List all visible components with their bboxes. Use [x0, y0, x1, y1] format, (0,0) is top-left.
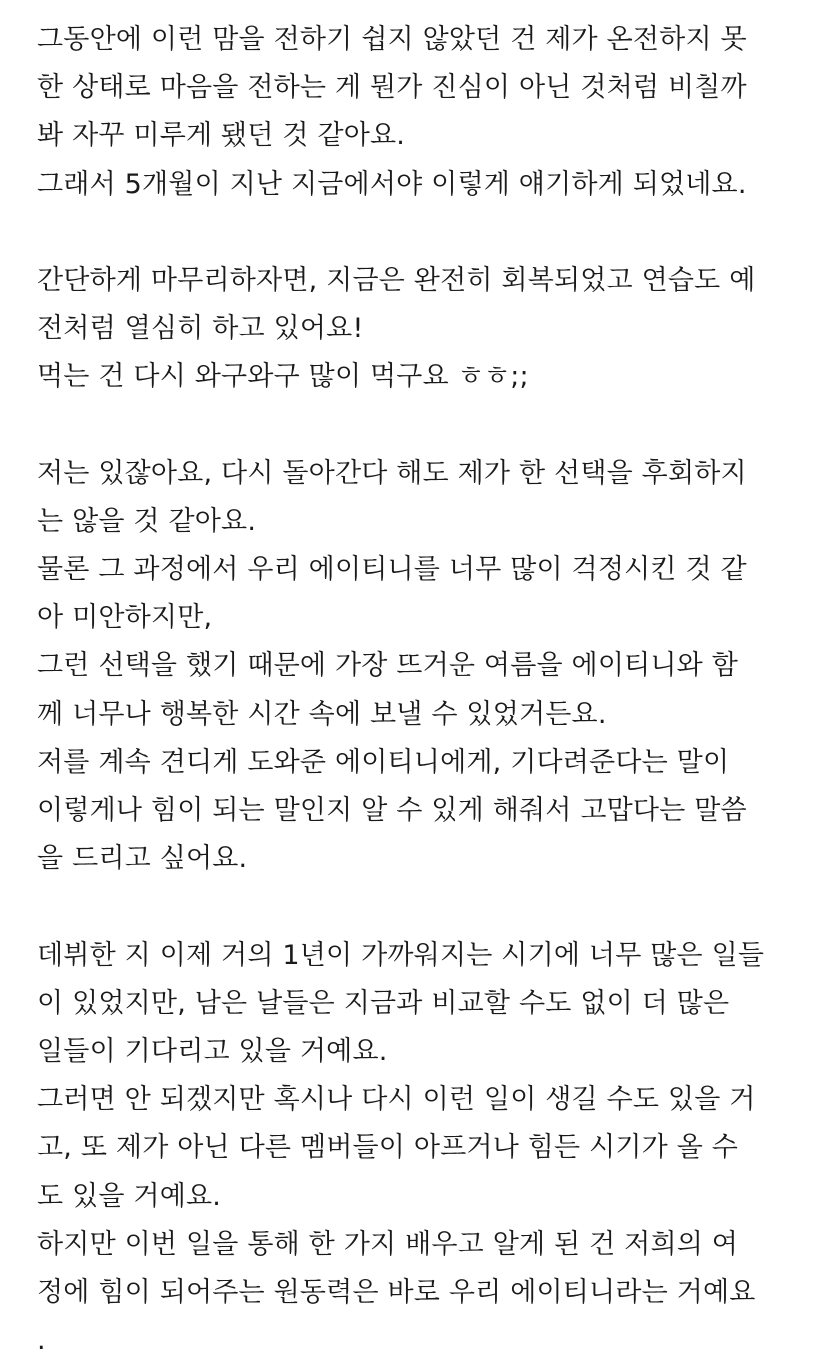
text-line: 이렇게나 힘이 되는 말인지 알 수 있게 해줘서 고맙다는 말씀 — [37, 795, 747, 826]
paragraph-break — [37, 883, 817, 931]
text-line: 이 있었지만, 남은 날들은 지금과 비교할 수도 없이 더 많은 — [37, 987, 730, 1019]
text-line: 저를 계속 견디게 도와준 에이티니에게, 기다려준다는 말이 — [37, 746, 730, 778]
text-line: 물론 그 과정에서 우리 에이티니를 너무 많이 걱정시킨 것 같 — [37, 554, 747, 586]
text-line: 아 미안하지만, — [37, 602, 213, 634]
text-line: 봐 자꾸 미루게 됐던 것 같아요. — [37, 120, 406, 152]
text-line: 그래서 5개월이 지난 지금에서야 이렇게 얘기하게 되었네요. — [37, 168, 747, 200]
text-line: 는 않을 것 같아요. — [37, 505, 257, 537]
text-line: 정에 힘이 되어주는 원동력은 바로 우리 에이티니라는 거예요 — [37, 1276, 756, 1308]
text-line: 그런 선택을 했기 때문에 가장 뜨거운 여름을 에이티니와 함 — [37, 650, 739, 682]
text-line: 고, 또 제가 아닌 다른 멤버들이 아프거나 힘든 시기가 올 수 — [37, 1132, 739, 1164]
paragraph-break — [37, 209, 817, 257]
text-line: 저는 있잖아요, 다시 돌아간다 해도 제가 한 선택을 후회하지 — [37, 457, 747, 489]
text-line: 한 상태로 마음을 전하는 게 뭔가 진심이 아닌 것처럼 비칠까 — [37, 72, 747, 104]
text-line: 하지만 이번 일을 통해 한 가지 배우고 알게 된 건 저희의 여 — [37, 1228, 739, 1260]
text-line: 데뷔한 지 이제 거의 1년이 가까워지는 시기에 너무 많은 일들 — [37, 939, 765, 971]
text-line: 일들이 기다리고 있을 거예요. — [37, 1035, 388, 1067]
text-line: 먹는 건 다시 와구와구 많이 먹구요 ㅎㅎ;; — [37, 361, 529, 393]
paragraph-break — [37, 402, 817, 450]
text-line: 간단하게 마무리하자면, 지금은 완전히 회복되었고 연습도 예 — [37, 264, 756, 296]
text-line: 그동안에 이런 맘을 전하기 쉽지 않았던 건 제가 온전하지 못 — [37, 24, 747, 55]
text-line: 전처럼 열심히 하고 있어요! — [37, 313, 364, 345]
text-line: 께 너무나 행복한 시간 속에 보낼 수 있었거든요. — [37, 698, 607, 730]
text-line: 그러면 안 되겠지만 혹시나 다시 이런 일이 생길 수도 있을 거 — [37, 1084, 756, 1116]
letter-body — [37, 16, 817, 1365]
text-line: 도 있을 거예요. — [37, 1180, 222, 1212]
text-line: 을 드리고 싶어요. — [37, 843, 248, 875]
text-line: . — [37, 1325, 46, 1357]
